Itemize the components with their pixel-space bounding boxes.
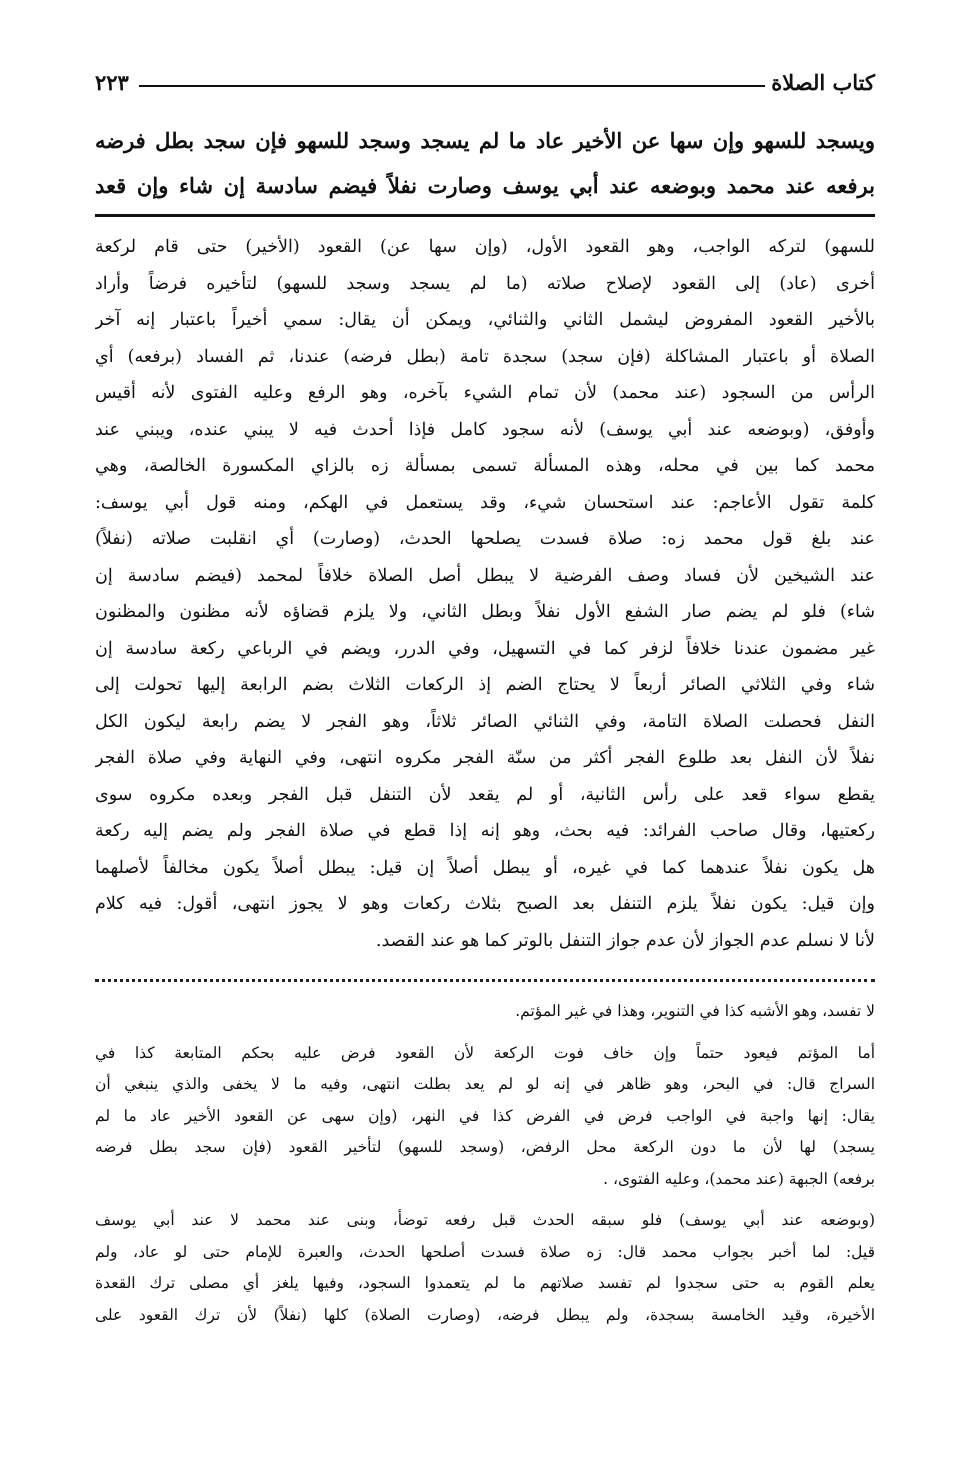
footnote-line: يعلم القوم به حتى سجدوا لم تفسد صلاتهم ما لم يتعمدوا السجود، وفيها يلغز أي مصلى ترك القعدة	[95, 1274, 875, 1292]
commentary-line: الرأس من السجود (عند محمد) لأن تمام الشيء بآخره، وهو الرفع وعليه الفتوى لأنه أقيس	[95, 383, 875, 403]
footnote-line: قيل: لما أخبر بجواب محمد قال: زه صلاة فسدت أصلحها الحدث، والعبرة للإمام حتى لو عاد، ولم	[95, 1242, 875, 1261]
footnote-line: لا تفسد، وهو الأشبه كذا في التنوير، وهذا في غير المؤتم.	[515, 1002, 875, 1020]
commentary-line: عند بلغ قول محمد زه: صلاة فسدت يصلحها الحدث، (وصارت) أي انقلبت صلاته (نفلاً)	[95, 529, 875, 549]
commentary-line: بالأخير القعود المفروض ليشمل الثاني والثنائي، ويمكن أن يقال: سمي أخيراً باعتبار إنه آخر	[95, 310, 875, 330]
commentary-line: محمد كما بين في محله، وهذه المسألة تسمى بمسألة زه بالزاي المكسورة الخالصة، وهي	[95, 456, 875, 476]
running-header	[95, 60, 875, 104]
paragraph-gap	[95, 1028, 875, 1038]
matn-text	[95, 118, 875, 208]
commentary-line: لأنا لا نسلم عدم الجواز لأن عدم جواز التنفل بالوتر كما هو عند القصد.	[375, 930, 875, 951]
commentary-line: هل يكون نفلاً عندهما كما في غيره، أو يبطل أصلاً إن قيل: يبطل أصلاً يكون مخالفاً لأصلهما	[95, 857, 875, 878]
header-rule	[139, 85, 765, 87]
book-title: كتاب الصلاة	[771, 69, 875, 95]
footnote-line: برفعه) الجبهة (عند محمد)، وعليه الفتوى، .	[603, 1169, 875, 1188]
matn-line: ويسجد للسهو وإن سها عن الأخير عاد ما لم يسجد وسجد للسهو فإن سجد بطل فرضه	[95, 128, 875, 153]
footnote-line: أما المؤتم فيعود حتماً وإن خاف فوت الركعة لأن القعود فرض عليه بحكم المتابعة كذا في	[95, 1043, 875, 1062]
commentary-line: وأوفق، (وبوضعه عند أبي يوسف) لأنه سجود كامل فإذا أحدث فيه لا يبني عنده، ويبني عند	[95, 419, 875, 440]
commentary-line: للسهو) لتركه الواجب، وهو القعود الأول، (وإن سها عن) القعود (الأخير) حتى قام لركعة	[95, 237, 875, 257]
footnote-line: السراج قال: في البحر، وهو ظاهر في إنه لو لم يعد بطلت انتهى، وفيه ما لا يخفى والذي ينبغي أن	[95, 1075, 875, 1093]
commentary-line: نفلاً لأن النفل بعد طلوع الفجر أكثر من سنّة الفجر مكروه انتهى، وفي النهاية وفي صلاة الفجر	[95, 748, 875, 768]
commentary-line: شاء) فلو لم يضم صار الشفع الأول نفلاً وبطل الثاني، ولا يلزم قضاؤه لأنه مظنون والمظنون	[95, 602, 875, 622]
commentary-line: أخرى (عاد) إلى القعود لإصلاح صلاته (ما لم يسجد وسجد للسهو) لتأخيره فرضاً وأراد	[95, 273, 875, 294]
dotted-divider	[95, 959, 875, 982]
paragraph-gap	[95, 1195, 875, 1205]
commentary-line: كلمة تقول الأعاجم: عند استحسان شيء، وقد يستعمل في الهكم، ومنه قول أبي يوسف:	[95, 492, 875, 513]
footnote-line: يسجد) لها لأن ما دون الركعة محل الرفض، (وسجد للسهو) لتأخير القعود (فإن سجد بطل فرضه	[95, 1138, 875, 1156]
commentary-line: يقطع سواء قعد على رأس الثانية، أو لم يقعد لأن التنفل قبل الفجر وبعده مكروه سوى	[95, 784, 875, 805]
page-number: ٢٢٣	[95, 69, 129, 95]
commentary-line: ركعتيها، وقال صاحب الفرائد: فيه بحث، وهو إنه إذا قطع في صلاة الفجر ولم يضم إليه ركعة	[95, 821, 875, 841]
matn-divider	[95, 214, 875, 217]
footnote-line: الأخيرة، وقيد الخامسة بسجدة، ولم يبطل فرضه، (وصارت الصلاة) كلها (نفلاً) لأن ترك القعود على	[95, 1305, 875, 1324]
commentary-line: النفل فحصلت الصلاة التامة، وفي الثنائي الصائر ثلاثاً، وهو الفجر لا يضم رابعة ليكون الكل	[95, 711, 875, 732]
commentary-line: غير مضمون عندنا خلافاً لزفر كما في التسهيل، وفي الدرر، ويضم في الرباعي ركعة سادسة إن	[95, 638, 875, 659]
footnote-line: (وبوضعه عند أبي يوسف) فلو سبقه الحدث قبل رفعه توضأ، وبنى عند محمد لا عند أبي يوسف	[95, 1211, 875, 1229]
footnote-text	[95, 996, 875, 1331]
footnote-line: يقال: إنها واجبة في الواجب فرض في الفرض كذا في النهر، (وإن سهى عن القعود الأخير عاد ما لم	[95, 1106, 875, 1125]
matn-line: برفعه عند محمد وبوضعه عند أبي يوسف وصارت نفلاً فيضم سادسة إن شاء وإن قعد	[95, 173, 875, 198]
commentary-text	[95, 229, 875, 959]
commentary-line: عند الشيخين لأن فساد وصف الفرضية لا يبطل أصل الصلاة خلافاً لمحمد (فيضم سادسة إن	[95, 565, 875, 586]
commentary-line: وإن قيل: يكون نفلاً يلزم التنفل بعد الصبح بثلاث ركعات وهو لا يجوز انتهى، أقول: فيه كلام	[95, 894, 875, 914]
book-page	[95, 60, 875, 1331]
commentary-line: الصلاة أو باعتبار المشاكلة (فإن سجد) سجدة تامة (بطل فرضه) عندنا، ثم الفساد (برفعه) أي	[95, 346, 875, 367]
commentary-line: شاء وفي الثلاثي الصائر أربعاً لا يحتاج الضم إذ الركعات الثلاث بضم الرابعة إليها تحولت إلى	[95, 675, 875, 695]
